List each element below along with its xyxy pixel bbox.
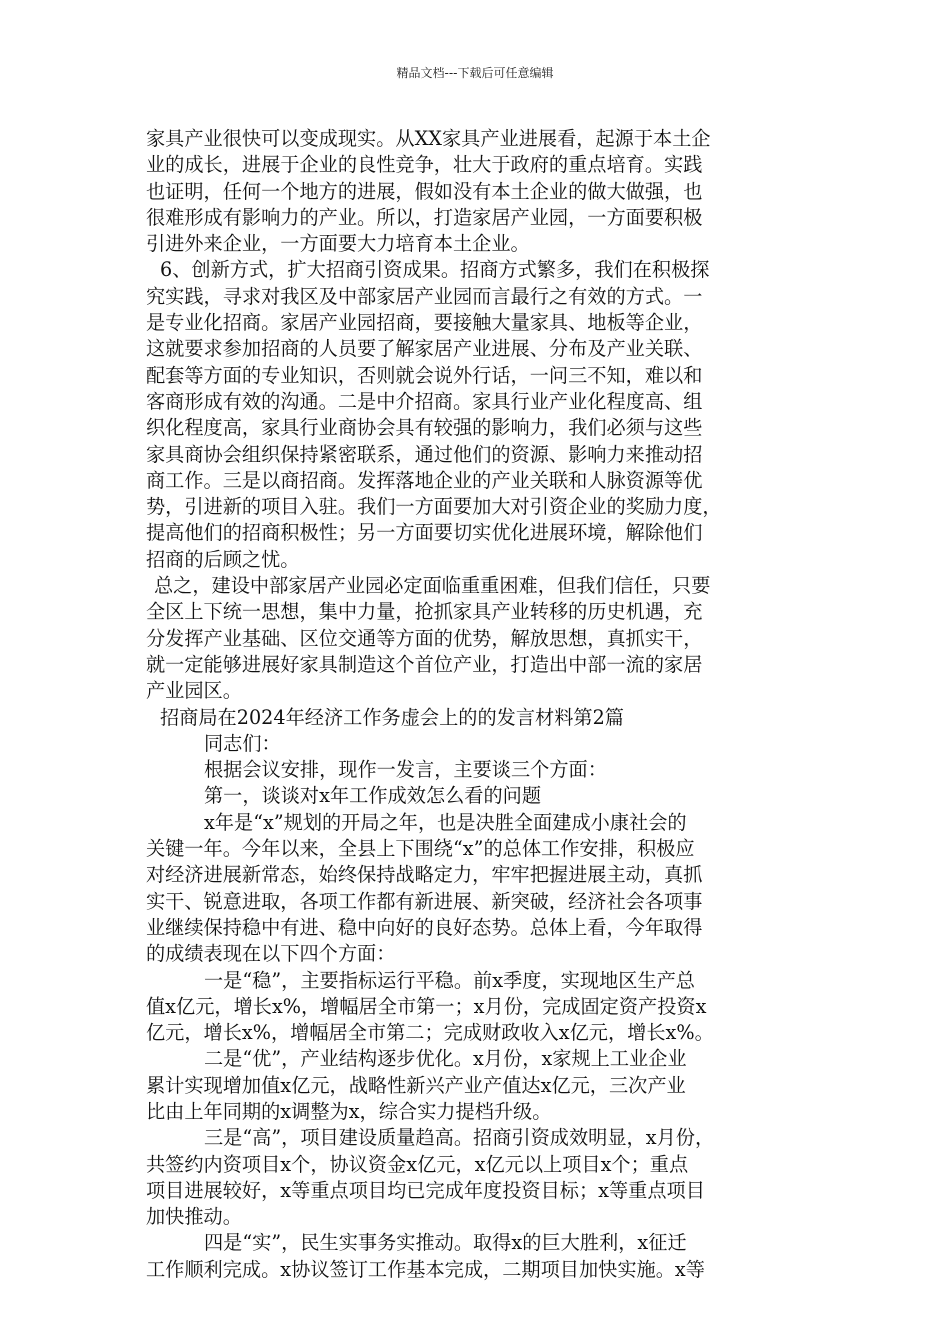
page-header: 精品文档---下载后可任意编辑: [396, 66, 554, 80]
text-line: 分发挥产业基础、区位交通等方面的优势，解放思想，真抓实干，: [146, 626, 703, 650]
text-line: 势，引进新的项目入驻。我们一方面要加大对引资企业的奖励力度，: [146, 495, 722, 519]
text-line: 加快推动。: [146, 1205, 242, 1229]
text-line: 商工作。三是以商招商。发挥落地企业的产业关联和人脉资源等优: [146, 468, 703, 492]
text-line: 业继续保持稳中有进、稳中向好的良好态势。总体上看，今年取得: [146, 915, 703, 939]
text-line: 就一定能够进展好家具制造这个首位产业，打造出中部一流的家居: [146, 652, 703, 676]
text-line: 织化程度高，家具行业商协会具有较强的影响力，我们必须与这些: [146, 416, 703, 440]
text-line: 提高他们的招商积极性；另一方面要切实优化进展环境，解除他们: [146, 521, 703, 545]
text-line: 家具产业很快可以变成现实。从XX家具产业进展看，起源于本土企: [146, 127, 711, 150]
text-line: 招商局在2024年经济工作务虚会上的的发言材料第2篇: [160, 705, 624, 729]
text-line: 同志们：: [204, 731, 281, 755]
text-line: 客商形成有效的沟通。二是中介招商。家具行业产业化程度高、组: [146, 389, 703, 413]
text-line: 三是“高”，项目建设质量趋高。招商引资成效明显，x月份，: [204, 1126, 715, 1150]
text-line: 配套等方面的专业知识，否则就会说外行话，一问三不知，难以和: [146, 363, 703, 387]
text-line: 关键一年。今年以来，全县上下围绕“x”的总体工作安排，积极应: [146, 837, 695, 861]
text-line: 项目进展较好，x等重点项目均已完成年度投资目标；x等重点项目: [146, 1178, 705, 1202]
text-line: x年是“x”规划的开局之年，也是决胜全面建成小康社会的: [204, 810, 687, 834]
text-line: 第一，谈谈对x年工作成效怎么看的问题: [204, 784, 542, 808]
text-line: 共签约内资项目x个，协议资金x亿元，x亿元以上项目x个；重点: [146, 1152, 689, 1176]
text-line: 全区上下统一思想，集中力量，抢抓家具产业转移的历史机遇，充: [146, 600, 703, 624]
text-line: 值x亿元，增长x%，增幅居全市第一；x月份，完成固定资产投资x: [146, 994, 707, 1018]
document-body: [146, 126, 820, 1283]
text-line: 总之，建设中部家居产业园必定面临重重困难，但我们信任，只要: [154, 574, 711, 598]
text-line: 家具商协会组织保持紧密联系，通过他们的资源、影响力来推动招: [146, 442, 703, 466]
text-line: 二是“优”，产业结构逐步优化。x月份，x家规上工业企业: [204, 1047, 687, 1071]
text-line: 是专业化招商。家居产业园招商，要接触大量家具、地板等企业，: [146, 311, 703, 335]
text-line: 这就要求参加招商的人员要了解家居产业进展、分布及产业关联、: [146, 337, 703, 361]
text-line: 累计实现增加值x亿元，战略性新兴产业产值达x亿元，三次产业: [146, 1073, 686, 1097]
text-line: 四是“实”，民生实事务实推动。取得x的巨大胜利，x征迁: [204, 1231, 687, 1255]
text-line: 的成绩表现在以下四个方面：: [146, 942, 396, 966]
text-line: 亿元，增长x%，增幅居全市第二；完成财政收入x亿元，增长x%。: [146, 1021, 714, 1045]
text-line: 招商的后顾之忧。: [146, 547, 300, 571]
text-line: 实干、锐意进取，各项工作都有新进展、新突破，经济社会各项事: [146, 889, 703, 913]
text-line: 根据会议安排，现作一发言，主要谈三个方面：: [204, 758, 607, 782]
text-line: 产业园区。: [146, 679, 242, 703]
text-line: 比由上年同期的x调整为x，综合实力提档升级。: [146, 1099, 552, 1123]
text-line: 对经济进展新常态，始终保持战略定力，牢牢把握进展主动，真抓: [146, 863, 703, 887]
text-line: 工作顺利完成。x协议签订工作基本完成，二期项目加快实施。x等: [146, 1257, 705, 1281]
text-line: 引进外来企业，一方面要大力培育本土企业。: [146, 232, 530, 256]
text-line: 也证明，任何一个地方的进展，假如没有本土企业的做大做强，也: [146, 179, 703, 203]
text-line: 很难形成有影响力的产业。所以，打造家居产业园，一方面要积极: [146, 205, 703, 229]
text-line: 业的成长，进展于企业的良性竞争，壮大于政府的重点培育。实践: [146, 153, 703, 177]
text-line: 一是“稳”，主要指标运行平稳。前x季度，实现地区生产总: [204, 968, 695, 992]
text-line: 6、创新方式，扩大招商引资成果。招商方式繁多，我们在积极探: [160, 258, 710, 282]
text-line: 究实践，寻求对我区及中部家居产业园而言最行之有效的方式。一: [146, 284, 703, 308]
